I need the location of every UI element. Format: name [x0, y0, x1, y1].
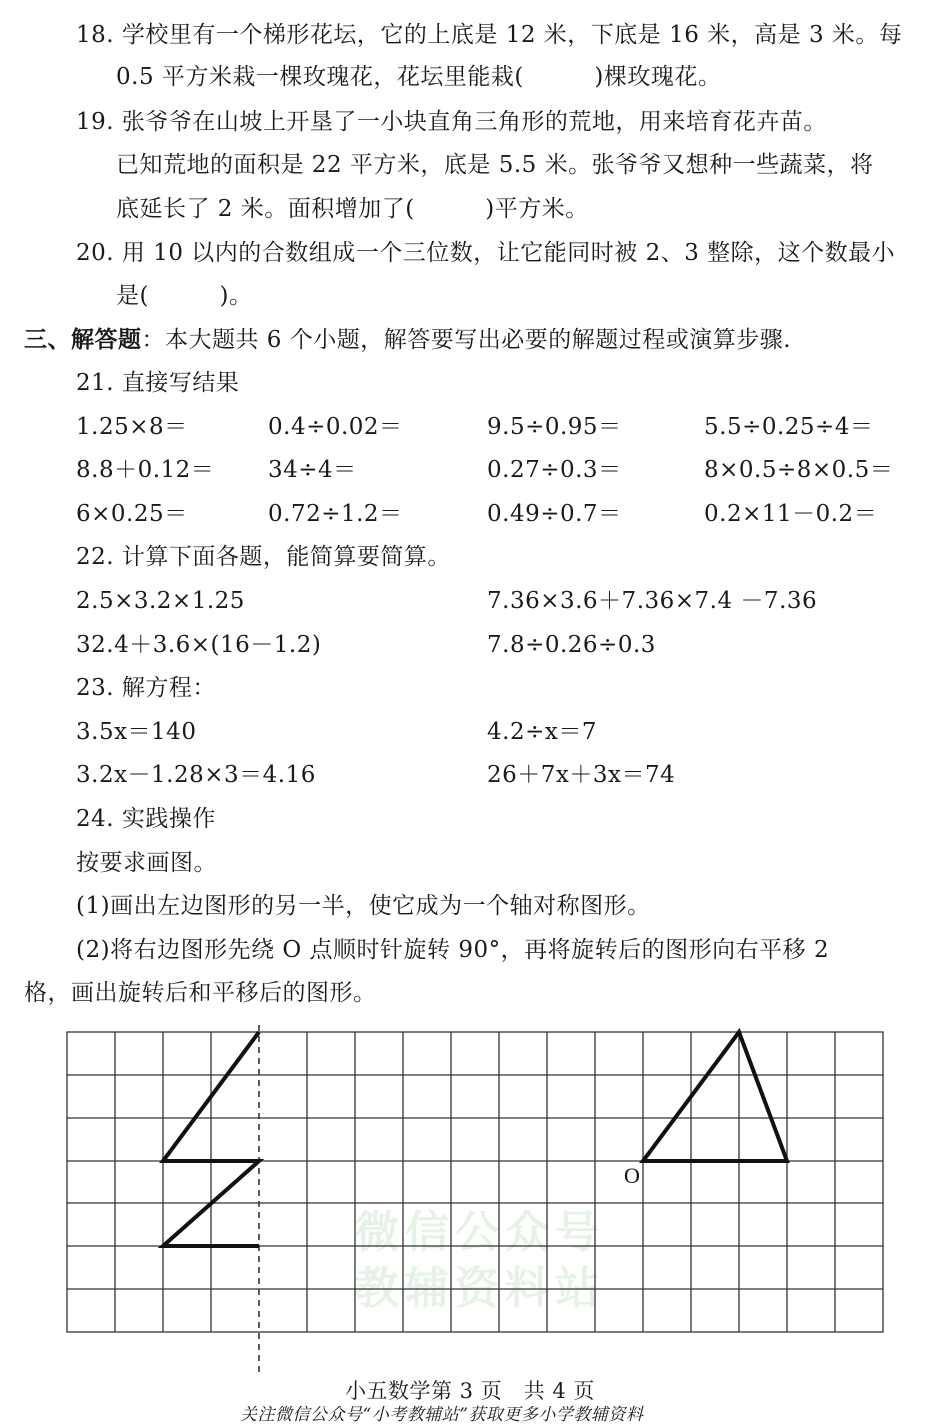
- q22-r1-c1: 7.8÷0.26÷0.3: [487, 632, 656, 658]
- q22-r1-c0: 32.4＋3.6×(16－1.2): [76, 632, 322, 658]
- q24-title: 24. 实践操作: [76, 806, 216, 832]
- grid-lines: [67, 1032, 883, 1332]
- q21-r0-c3: 5.5÷0.25÷4＝: [704, 414, 874, 440]
- q21-r0-c1: 0.4÷0.02＝: [268, 414, 403, 440]
- q24-item1: (1)画出左边图形的另一半，使它成为一个轴对称图形。: [76, 893, 651, 919]
- q24-item2-line2: 格，画出旋转后和平移后的图形。: [24, 980, 377, 1006]
- q18-line2: 0.5 平方米栽一棵玫瑰花，花坛里能栽( )棵玫瑰花。: [116, 64, 722, 90]
- section3-desc: ：本大题共 6 个小题，解答要写出必要的解题过程或演算步骤.: [141, 327, 792, 353]
- q21-r1-c0: 8.8＋0.12＝: [76, 457, 215, 483]
- q21-r1-c3: 8×0.5÷8×0.5＝: [704, 457, 894, 483]
- q18-line1: 18. 学校里有一个梯形花坛，它的上底是 12 米，下底是 16 米，高是 3 米。每: [76, 22, 903, 48]
- q21-r1-c2: 0.27÷0.3＝: [487, 457, 622, 483]
- q21-r2-c2: 0.49÷0.7＝: [487, 501, 622, 527]
- page-footer: 小五数学第 3 页 共 4 页: [345, 1379, 595, 1403]
- watermark-line1: 微信公众号: [355, 1207, 605, 1258]
- q21-r0-c0: 1.25×8＝: [76, 414, 188, 440]
- q24-intro: 按要求画图。: [76, 850, 217, 876]
- q20-line2: 是( )。: [116, 283, 253, 309]
- q21-title: 21. 直接写结果: [76, 370, 240, 396]
- q20-line1: 20. 用 10 以内的合数组成一个三位数，让它能同时被 2、3 整除，这个数最小: [76, 240, 896, 266]
- section3-heading: 三、解答题: [24, 326, 142, 353]
- q21-r2-c0: 6×0.25＝: [76, 501, 188, 527]
- q23-title: 23. 解方程：: [76, 675, 216, 701]
- q22-title: 22. 计算下面各题，能简算要简算。: [76, 544, 451, 570]
- watermark-line2: 教辅资料站: [355, 1263, 605, 1314]
- q23-r0-c0: 3.5x＝140: [76, 719, 197, 745]
- q22-r0-c1: 7.36×3.6＋7.36×7.4 －7.36: [487, 588, 818, 614]
- q21-r2-c3: 0.2×11－0.2＝: [704, 501, 878, 527]
- q23-r0-c1: 4.2÷x＝7: [487, 719, 597, 745]
- q19-line2: 已知荒地的面积是 22 平方米，底是 5.5 米。张爷爷又想种一些蔬菜，将: [116, 152, 874, 178]
- right-triangle-shape: [643, 1032, 787, 1161]
- q22-r0-c0: 2.5×3.2×1.25: [76, 588, 245, 614]
- q21-r0-c2: 9.5÷0.95＝: [487, 414, 622, 440]
- point-o-label: O: [624, 1163, 640, 1188]
- q21-r1-c1: 34÷4＝: [268, 457, 357, 483]
- q23-r1-c0: 3.2x－1.28×3＝4.16: [76, 762, 316, 788]
- footer-note: 关注微信公众号“小考教辅站”获取更多小学教辅资料: [240, 1405, 644, 1425]
- q24-item2-line1: (2)将右边图形先绕 O 点顺时针旋转 90°，再将旋转后的图形向右平移 2: [76, 937, 830, 963]
- grid-border: [67, 1032, 883, 1332]
- q19-line3: 底延长了 2 米。面积增加了( )平方米。: [116, 196, 589, 222]
- q21-r2-c1: 0.72÷1.2＝: [268, 501, 403, 527]
- q19-line1: 19. 张爷爷在山坡上开垦了一小块直角三角形的荒地，用来培育花卉苗。: [76, 109, 827, 135]
- q23-r1-c1: 26＋7x＋3x＝74: [487, 762, 676, 788]
